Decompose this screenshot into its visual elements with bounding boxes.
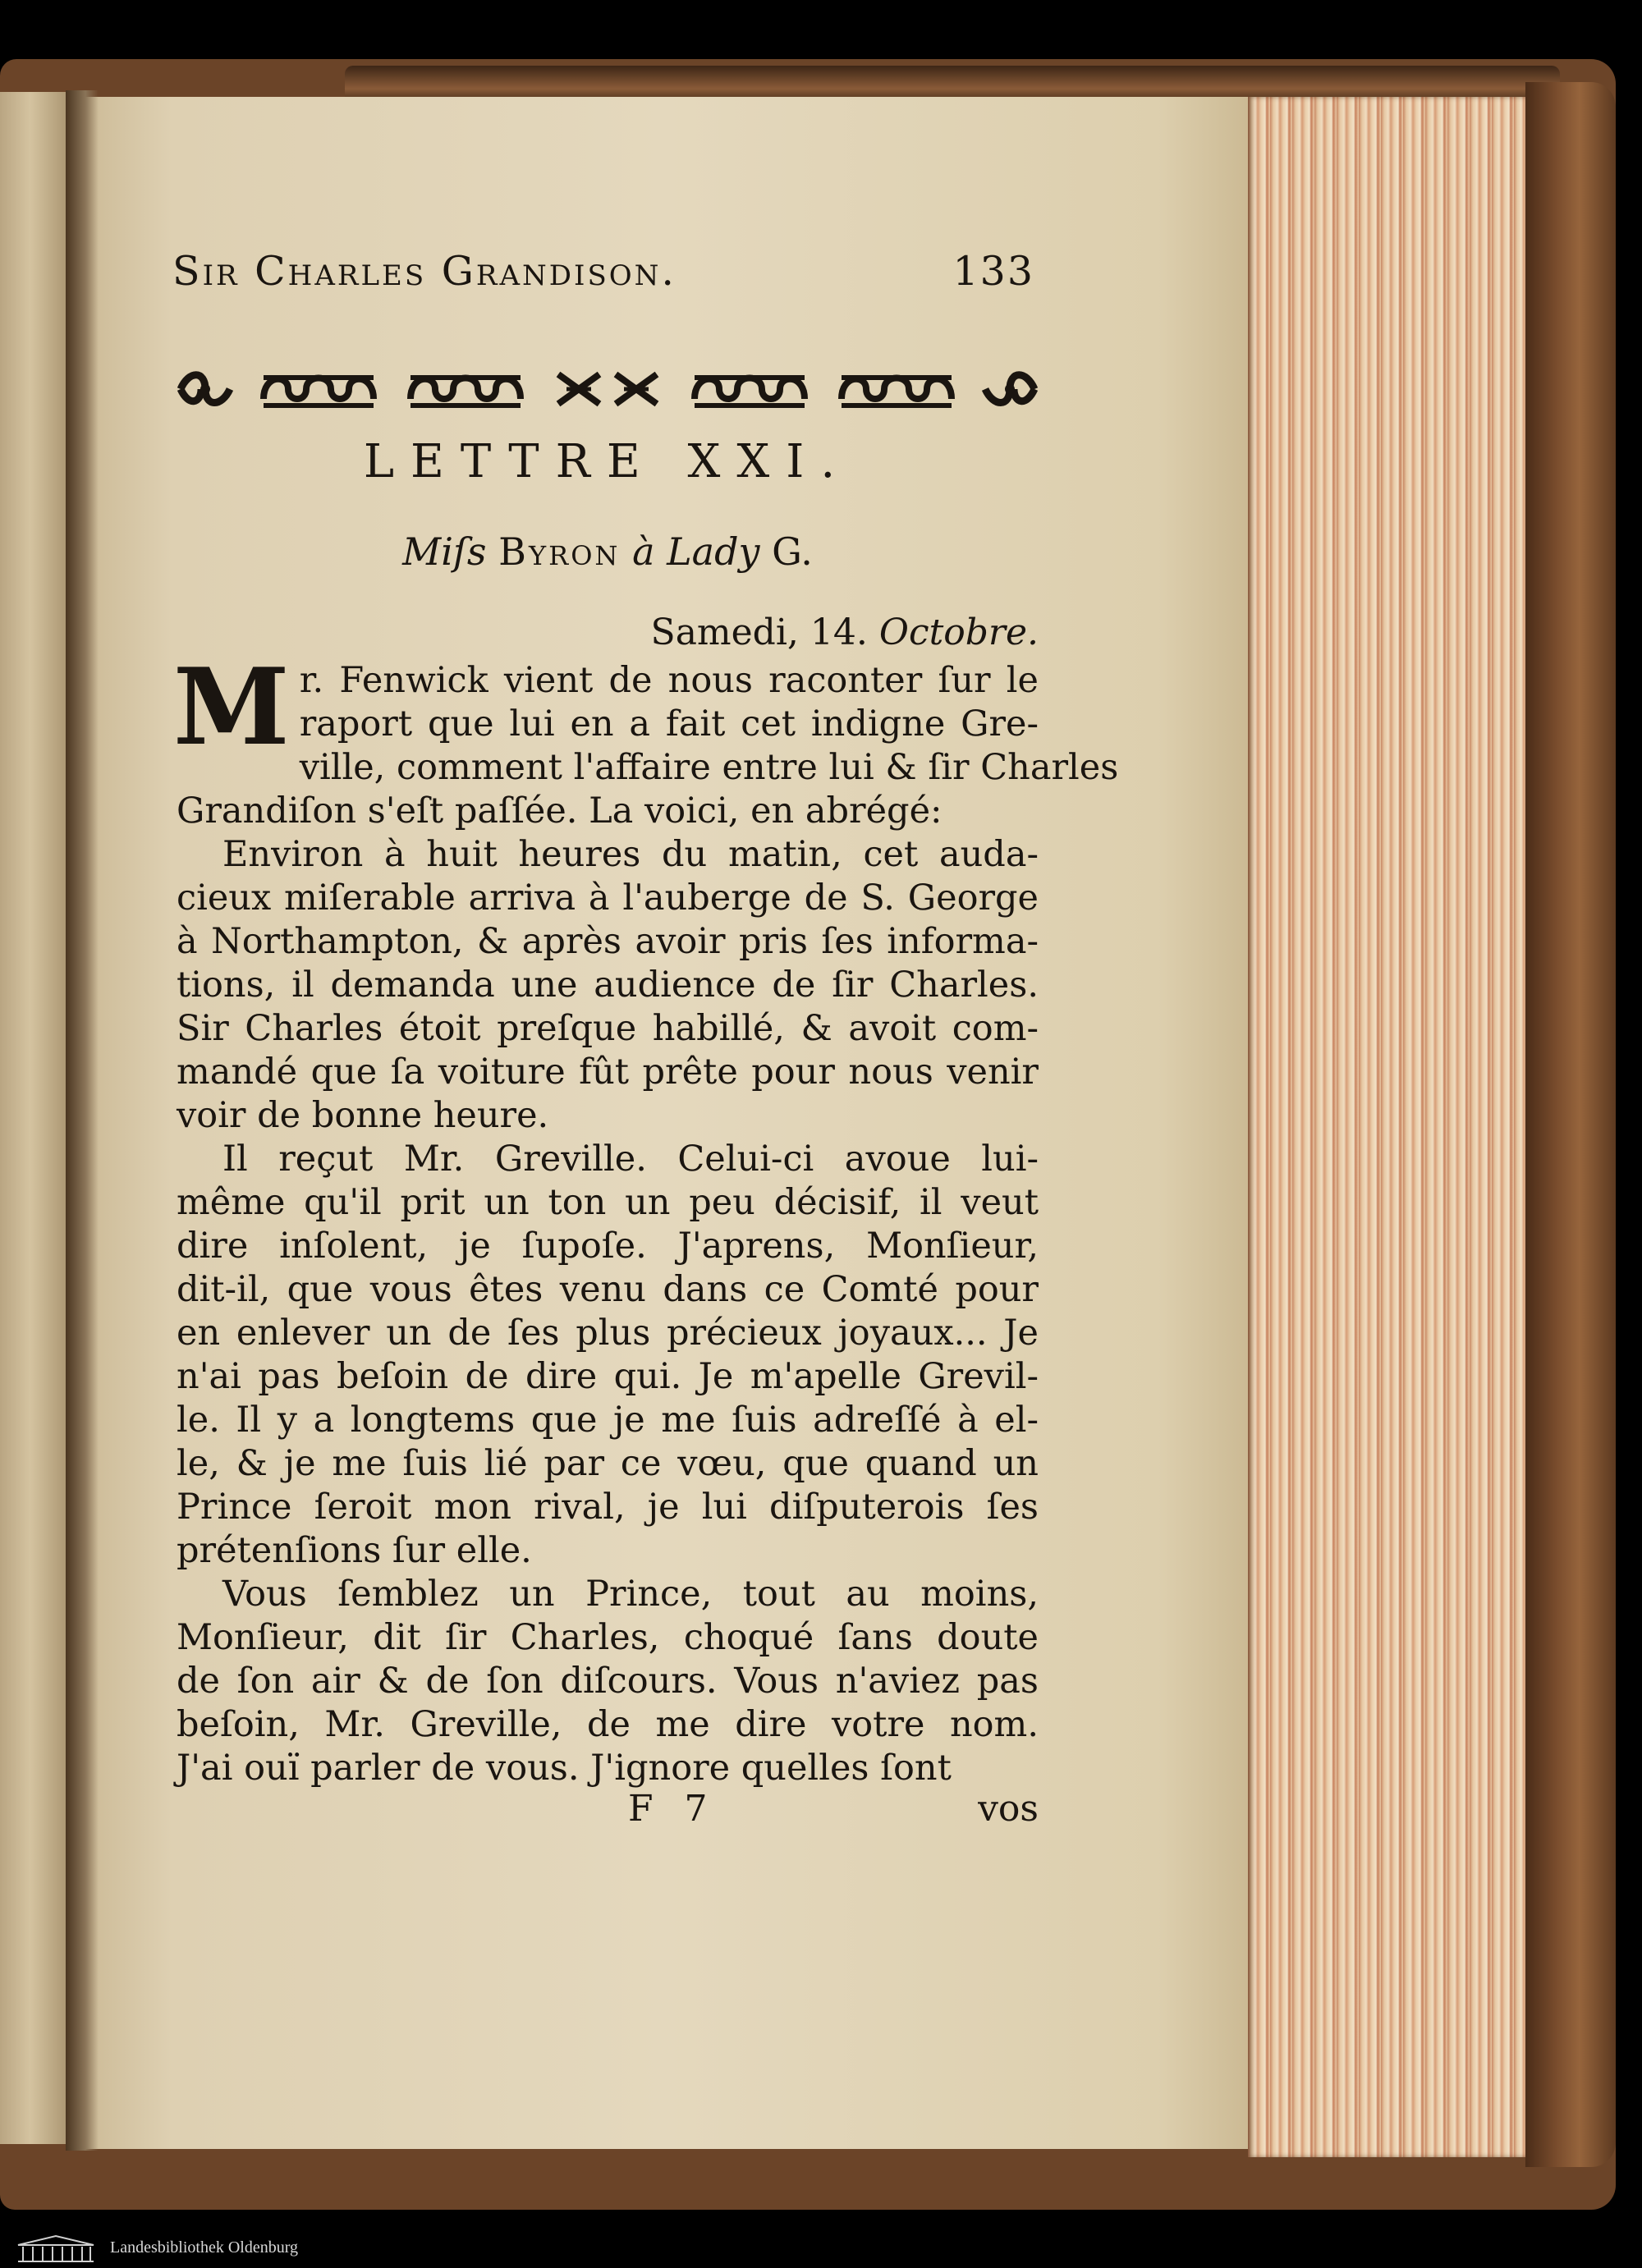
text-line: mandé que ſa voiture fût prête pour nous venir <box>177 1052 1039 1093</box>
page-number: 133 <box>952 248 1034 295</box>
text-line: Prince ſeroit mon rival, je lui diſputerois ſes <box>177 1487 1039 1528</box>
ornament-band <box>177 361 1039 417</box>
running-title: Sir Charles Grandison. <box>172 248 677 295</box>
text-line: Il reçut Mr. Greville. Celui-ci avoue lui- <box>222 1139 1039 1180</box>
text-line: dit-il, que vous êtes venu dans ce Comté pour <box>177 1269 1039 1310</box>
page-edges <box>1248 97 1527 2157</box>
paragraph-3 <box>177 1138 1039 1573</box>
text-line: de ſon air & de ſon diſcours. Vous n'aviez pas <box>177 1661 1039 1702</box>
text-line: en enlever un de ſes plus précieux joyaux... Je <box>177 1313 1039 1354</box>
running-head <box>172 248 1034 295</box>
text-line: cieux miſerable arriva à l'auberge de S. George <box>177 877 1039 919</box>
text-line: même qu'il prit un ton un peu décisif, il veut <box>177 1182 1039 1223</box>
ornament-scroll-icon <box>404 366 527 412</box>
text-line: Environ à huit heures du matin, cet auda- <box>222 834 1039 875</box>
ornament-scroll-icon <box>835 366 958 412</box>
date-month: Octobre. <box>878 612 1039 653</box>
addressee-initial: G. <box>772 529 813 574</box>
page-foot <box>177 1788 1039 1830</box>
letter-body <box>173 646 1119 1790</box>
date-day: Samedi, 14. <box>650 612 868 653</box>
addressee-to: à <box>632 529 655 574</box>
text-line: n'ai pas beſoin de dire qui. Je m'apelle Grevil- <box>177 1356 1039 1397</box>
text-line: voir de bonne heure. <box>177 1095 549 1136</box>
paragraph-4 <box>177 1573 1039 1790</box>
text-line: beſoin, Mr. Greville, de me dire votre nom. <box>177 1704 1039 1745</box>
signature-mark: F 7 <box>628 1788 718 1830</box>
text-line: Monſieur, dit ſir Charles, choqué ſans doute <box>177 1617 1039 1658</box>
library-name: Landesbibliothek Oldenburg <box>110 2238 299 2257</box>
paragraph-2 <box>177 833 1039 1138</box>
library-building-icon <box>15 2234 97 2263</box>
text-line: dire inſolent, je ſupoſe. J'aprens, Monſieur, <box>177 1226 1039 1267</box>
letter-title: LETTRE XXI. <box>363 435 852 488</box>
addressee-lady: Lady <box>667 529 760 574</box>
text-line: Sir Charles étoit preſque habillé, & avoit com- <box>177 1008 1039 1049</box>
gutter-shadow <box>66 90 99 2151</box>
drop-cap: M <box>173 646 290 769</box>
text-line: r. Fenwick vient de nous raconter ſur le <box>299 660 1039 701</box>
text-line: Grandiſon s'eſt paſſée. La voici, en abrégé: <box>177 790 943 832</box>
ornament-scroll-icon <box>688 366 811 412</box>
text-line: prétenſions ſur elle. <box>177 1530 532 1571</box>
footer-bar <box>0 2227 1642 2268</box>
text-line: ville, comment l'affaire entre lui & ſir Charles <box>299 747 1119 788</box>
text-line: le, & je me ſuis lié par ce vœu, que quand un <box>177 1443 1039 1484</box>
text-line: Vous ſemblez un Prince, tout au moins, <box>222 1574 1039 1615</box>
left-page-edge <box>0 92 76 2144</box>
addressee-from: Miſs <box>402 529 487 574</box>
ornament-cross-icon <box>550 366 665 412</box>
cover-right-edge <box>1525 82 1616 2167</box>
cover-top-edge <box>345 66 1560 99</box>
addressee-name: Byron <box>498 529 621 574</box>
dateline <box>177 612 1039 653</box>
text-line: le. Il y a longtems que je me ſuis adreſſé à el- <box>177 1400 1039 1441</box>
addressee <box>177 529 1039 574</box>
catchword: vos <box>978 1788 1039 1830</box>
ornament-fleuron-icon <box>981 366 1039 412</box>
ornament-fleuron-icon <box>177 366 234 412</box>
text-line: tions, il demanda une audience de ſir Charles. <box>177 964 1039 1006</box>
ornament-scroll-icon <box>257 366 380 412</box>
paragraph-1 <box>177 659 1119 833</box>
text-line: raport que lui en a fait cet indigne Gre- <box>299 703 1039 745</box>
text-line: J'ai ouï parler de vous. J'ignore quelles ſont <box>177 1748 952 1789</box>
text-line: à Northampton, & après avoir pris ſes informa- <box>177 921 1039 962</box>
